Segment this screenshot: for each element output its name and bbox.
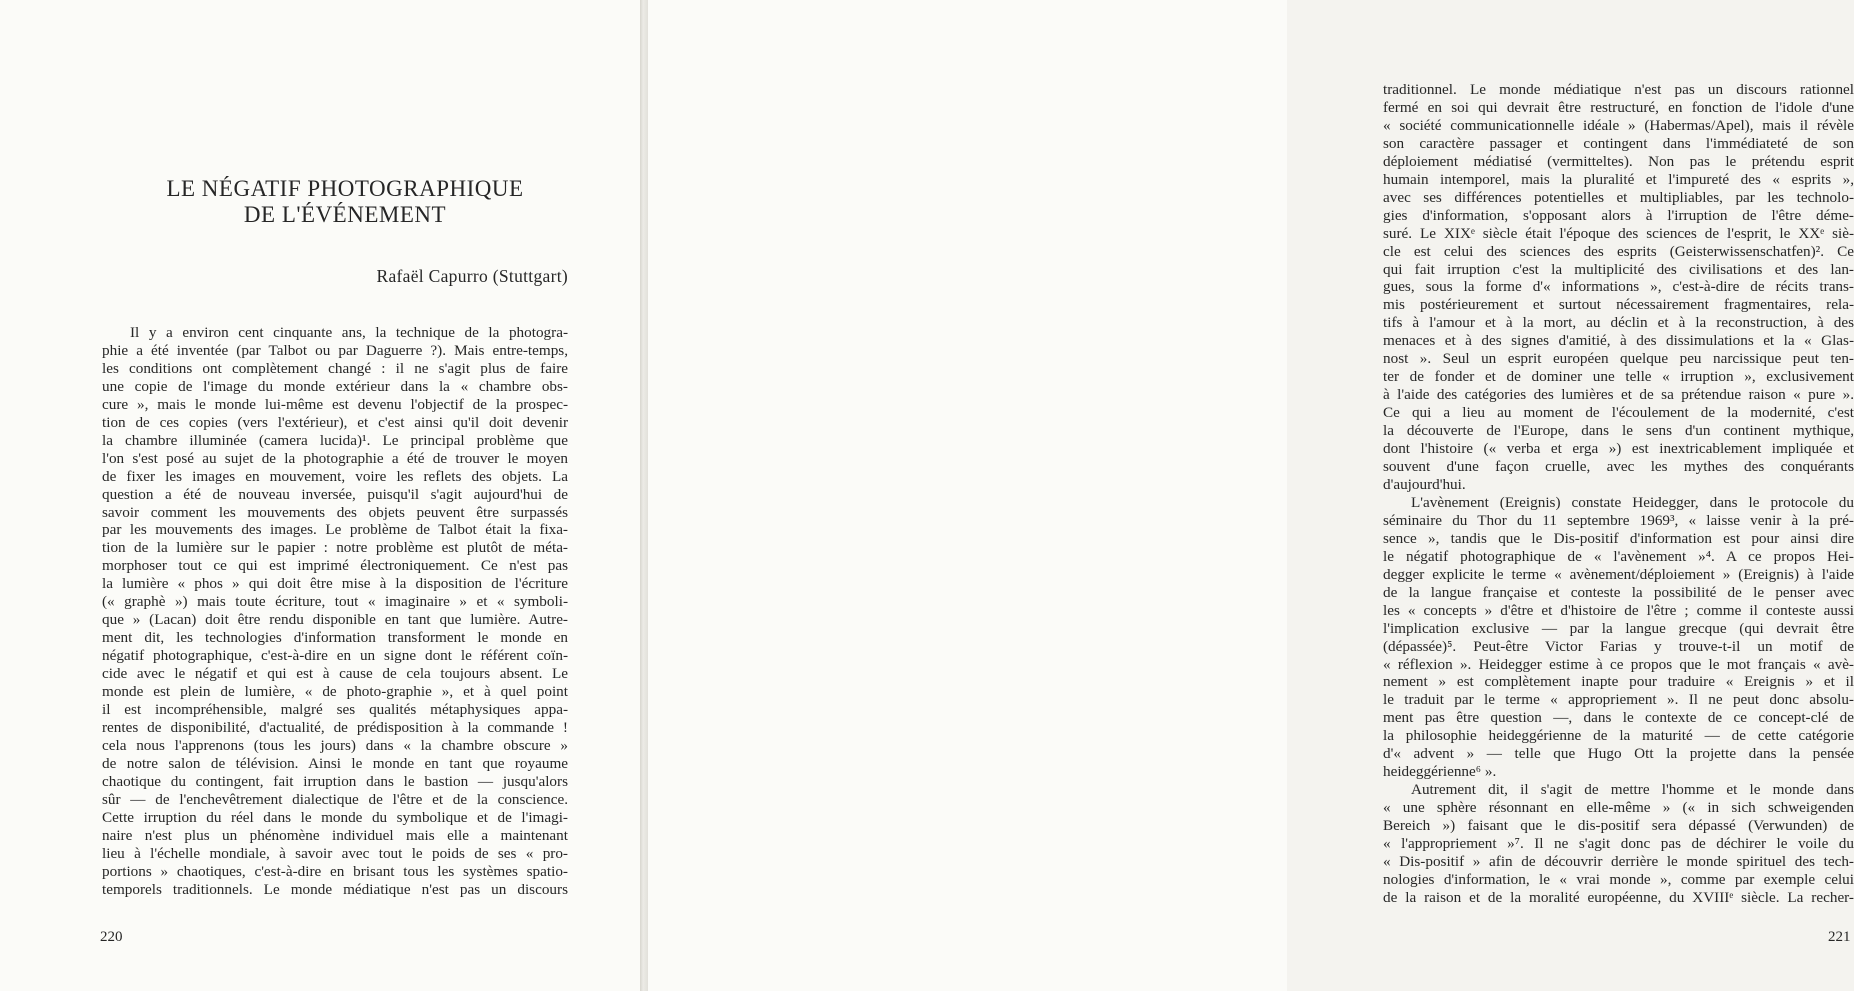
text-line: la lumière « phos » qui doit être mise à la disposition de l'écriture — [102, 575, 568, 593]
text-line: (dépassée)⁵. Peut-être Victor Farias y trouve-t-il un motif de — [1383, 637, 1854, 655]
text-line: Ce qui a lieu au moment de l'écoulement de la modernité, c'est — [1383, 404, 1854, 422]
text-line: (« graphè ») mais toute écriture, tout « imaginaire » et « symboli- — [102, 593, 568, 611]
text-line: la découverte de l'Europe, dans le sens d'un continent mythique, — [1383, 422, 1854, 440]
text-line: tion de la lumière sur le papier : notre problème est plutôt de méta- — [102, 539, 568, 557]
text-line: la chambre illuminée (camera lucida)¹. Le principal problème que — [102, 431, 568, 449]
text-line: dont l'histoire (« verba et erga ») est inextricablement impliquée et — [1383, 440, 1854, 458]
text-line: degger explicite le terme « avènement/déploiement » (Ereignis) à l'aide — [1383, 565, 1854, 583]
text-line: monde est plein de lumière, « de photo-graphie », et à quel point — [102, 683, 568, 701]
text-line: « société communicationnelle idéale » (Habermas/Apel), mais il révèle — [1383, 116, 1854, 134]
text-line: chaotique du contingent, fait irruption dans le bastion — jusqu'alors — [102, 772, 568, 790]
book-gutter — [640, 0, 648, 991]
text-line: le traduit par le terme « appropriement ». Il ne peut donc absolu- — [1383, 691, 1854, 709]
text-line: lieu à l'échelle mondiale, à savoir avec tout le poids de ses « pro- — [102, 844, 568, 862]
text-line: de notre salon de télévision. Ainsi le monde en tant que royaume — [102, 754, 568, 772]
text-line: séminaire du Thor du 11 septembre 1969³, « laisse venir à la pré- — [1383, 511, 1854, 529]
text-line: « une sphère résonnant en elle-même » (« in sich schweigenden — [1383, 799, 1854, 817]
text-line: Cette irruption du réel dans le monde du symbolique et de l'imagi- — [102, 808, 568, 826]
text-line: temporels traditionnels. Le monde médiatique n'est pas un discours — [102, 880, 568, 898]
text-line: de la langue française et conteste la possibilité de le penser avec — [1383, 583, 1854, 601]
text-line: d'aujourd'hui. — [1383, 475, 1466, 493]
text-line: sûr — de l'enchevêtrement dialectique de l'être et de la conscience. — [102, 790, 568, 808]
text-line: L'avènement (Ereignis) constate Heidegger, dans le protocole du — [1411, 493, 1854, 511]
right-body-text — [1383, 81, 1854, 907]
text-line: l'implication exclusive — par la langue grecque (qui devrait être — [1383, 619, 1854, 637]
text-line: cide avec le négatif et qui est à cause de cela toujours absent. Le — [102, 665, 568, 683]
text-line: Bereich ») faisant que le dis-positif sera dépassé (Verwunden) de — [1383, 817, 1854, 835]
text-line: suré. Le XIXᵉ siècle était l'époque des sciences de l'esprit, le XXᵉ siè- — [1383, 224, 1854, 242]
text-line: « l'appropriement »⁷. Il ne s'agit donc pas de déchirer le voile du — [1383, 835, 1854, 853]
title-line: DE L'ÉVÉNEMENT — [243, 202, 447, 227]
text-line: qui fait irruption c'est la multiplicité des civilisations et des lan- — [1383, 260, 1854, 278]
left-body-text — [102, 324, 568, 899]
text-line: le négatif photographique de « l'avènement »⁴. A ce propos Hei- — [1383, 547, 1854, 565]
text-line: l'on s'est posé au sujet de la photographie a été de trouver le moyen — [102, 449, 568, 467]
text-line: à l'aide des catégories des lumières et de sa prétendue raison « pure ». — [1383, 386, 1854, 404]
text-line: traditionnel. Le monde médiatique n'est pas un discours rationnel — [1383, 81, 1854, 98]
text-line: cure », mais le monde lui-même est devenu l'objectif de la prospec- — [102, 395, 568, 413]
article-title — [100, 176, 590, 228]
text-line: morphoser tout ce qui est imprimé électroniquement. Ce n'est pas — [102, 557, 568, 575]
text-line: de la raison et de la moralité européenne, du XVIIIᵉ siècle. La recher- — [1383, 888, 1854, 906]
text-line: « Dis-positif » afin de découvrir derrière le monde spirituel des tech- — [1383, 852, 1854, 870]
text-line: avec ses différences potentielles et multipliables, par les technolo- — [1383, 188, 1854, 206]
text-line: fermé en soi qui devrait être restructuré, en fonction de l'idole d'une — [1383, 98, 1854, 116]
text-line: souvent d'une façon cruelle, avec les mythes des conquérants — [1383, 458, 1854, 476]
text-line: tifs à l'amour et à la mort, au déclin et à la reconstruction, à des — [1383, 314, 1854, 332]
right-page — [648, 0, 1854, 991]
text-line: la philosophie heideggérienne de la maturité — de cette catégorie — [1383, 727, 1854, 745]
text-line: Il y a environ cent cinquante ans, la technique de la photogra- — [130, 324, 568, 341]
left-page — [0, 0, 640, 991]
text-line: rentes de disponibilité, d'actualité, de prédisposition à la commande ! — [102, 718, 568, 736]
text-line: sence », tandis que le Dis-positif d'information est pour ainsi dire — [1383, 529, 1854, 547]
text-line: les « concepts » d'être et d'histoire de l'être ; comme il conteste aussi — [1383, 601, 1854, 619]
text-line: « réflexion ». Heidegger estime à ce propos que le mot français « avè- — [1383, 655, 1854, 673]
text-line: gues, sous la forme d'« informations », c'est-à-dire de récits trans- — [1383, 278, 1854, 296]
text-line: une copie de l'image du monde extérieur dans la « chambre obs- — [102, 377, 568, 395]
text-line: il est incompréhensible, malgré ses qualités métaphysiques appa- — [102, 701, 568, 719]
text-line: cela nous l'apprenons (tous les jours) dans « la chambre obscure » — [102, 736, 568, 754]
text-line: ment pas être question —, dans le contexte de ce concept-clé de — [1383, 709, 1854, 727]
text-line: humain intemporel, mais la pluralité et l'impureté des « esprits », — [1383, 170, 1854, 188]
text-line: les conditions ont complètement changé : il ne s'agit plus de faire — [102, 359, 568, 377]
text-line: par les mouvements des images. Le problème de Talbot était la fixa- — [102, 521, 568, 539]
page-number-right: 221 — [1828, 929, 1851, 945]
text-line: de fixer les images en mouvement, voire les reflets des objets. La — [102, 467, 568, 485]
text-line: tion de ces copies (vers l'extérieur), et c'est ainsi qu'il doit devenir — [102, 413, 568, 431]
text-line: d'« advent » — telle que Hugo Ott la projette dans la pensée — [1383, 745, 1854, 763]
text-line: question a été de nouveau inversée, puisqu'il s'agit aujourd'hui de — [102, 485, 568, 503]
text-line: nologies d'information, le « vrai monde », comme par exemple celui — [1383, 870, 1854, 888]
text-line: cle est celui des sciences des esprits (Geisterwissenschatfen)². Ce — [1383, 242, 1854, 260]
text-line: son caractère passager et contingent dans l'immédiateté de son — [1383, 134, 1854, 152]
text-line: déploiement médiatisé (vermitteltes). Non pas le prétendu esprit — [1383, 152, 1854, 170]
text-line: que » (Lacan) doit être rendu disponible en tant que lumière. Autre- — [102, 611, 568, 629]
text-line: gies d'information, s'opposant alors à l'irruption de l'être déme- — [1383, 206, 1854, 224]
text-line: ter de fonder et de dominer une telle « irruption », exclusivement — [1383, 368, 1854, 386]
article-author: Rafaël Capurro (Stuttgart) — [376, 266, 568, 286]
text-line: ment dit, les technologies d'information transforment le monde en — [102, 629, 568, 647]
text-line: négatif photographique, c'est-à-dire en un signe dont le référent coïn- — [102, 647, 568, 665]
text-line: phie a été inventée (par Talbot ou par Daguerre ?). Mais entre-temps, — [102, 341, 568, 359]
text-line: savoir comment les mouvements des objets peuvent être surpassés — [102, 503, 568, 521]
text-line: portions » chaotiques, c'est-à-dire en brisant tous les systèmes spatio- — [102, 862, 568, 880]
text-line: nost ». Seul un esprit européen quelque peu narcissique peut ten- — [1383, 350, 1854, 368]
page-number-left: 220 — [100, 929, 123, 945]
title-line: LE NÉGATIF PHOTOGRAPHIQUE — [166, 176, 524, 201]
text-line: nement » est complètement inapte pour traduire « Ereignis » et il — [1383, 673, 1854, 691]
text-line: heideggérienne⁶ ». — [1383, 763, 1497, 781]
text-line: mis postérieurement et surtout nécessairement fragmentaires, rela- — [1383, 296, 1854, 314]
text-line: naire n'est plus un phénomène individuel mais elle a maintenant — [102, 826, 568, 844]
text-line: menaces et à des signes d'amitié, à des dissimulations et la « Glas- — [1383, 332, 1854, 350]
text-line: Autrement dit, il s'agit de mettre l'homme et le monde dans — [1411, 781, 1854, 799]
